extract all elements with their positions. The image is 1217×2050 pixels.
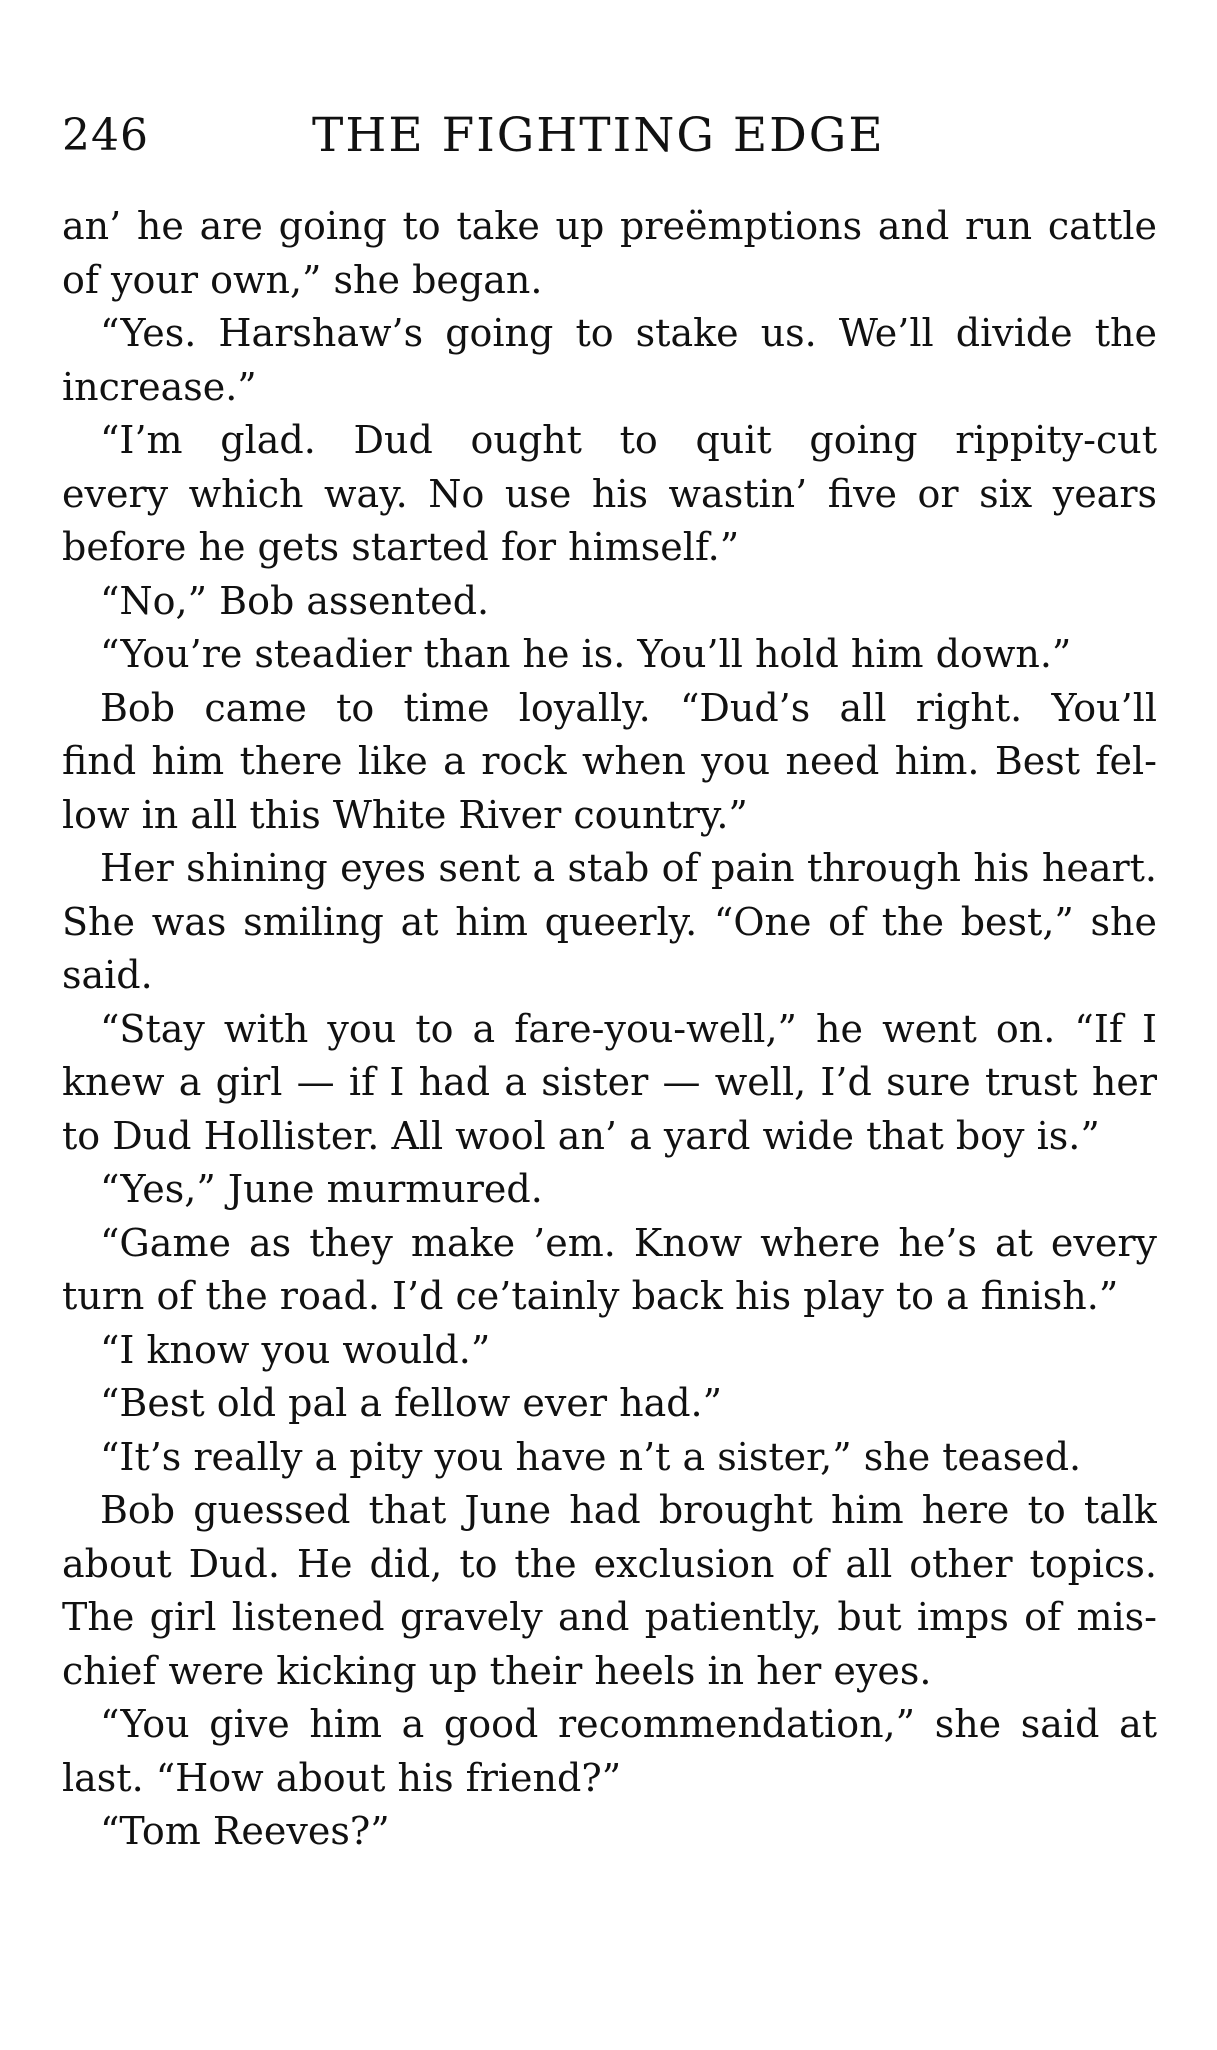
text-line: every which way. No use his wastin’ five or six years [62,471,1157,516]
page-number: 246 [62,110,149,161]
text-line: last. “How about his friend?” [62,1755,622,1800]
page-header [62,108,1162,164]
text-line: find him there like a rock when you need him. Best fel- [62,739,1157,783]
text-line: She was smiling at him queerly. “One of the best,” she [62,899,1157,944]
text-line: to Dud Hollister. All wool an’ a yard wide that boy is.” [62,1113,1100,1158]
text-line: an’ he are going to take up preëmptions and run cattle [62,204,1157,248]
text-line: before he gets started for himself.” [62,525,740,569]
running-head: THE FIGHTING EDGE [312,108,885,163]
text-line: chief were kicking up their heels in her eyes. [62,1648,932,1693]
text-line: said. [62,953,153,997]
body-text [62,200,1157,1859]
text-line: Bob guessed that June had brought him here to talk [100,1488,1157,1532]
text-line: “You’re steadier than he is. You’ll hold him down.” [100,632,1072,676]
text-line: low in all this White River country.” [62,792,748,837]
text-line: of your own,” she began. [62,257,543,302]
text-line: “I’m glad. Dud ought to quit going rippity-cut [100,418,1157,462]
text-line: The girl listened gravely and patiently, but imps of mis- [62,1595,1157,1639]
text-line: turn of the road. I’d ce’tainly back his play to a finish.” [62,1274,1119,1318]
text-line: “You give him a good recommendation,” she said at [100,1702,1157,1746]
text-line: Her shining eyes sent a stab of pain through his heart. [100,846,1157,890]
text-line: “Game as they make ’em. Know where he’s at every [100,1220,1157,1265]
text-line: “I know you would.” [100,1327,491,1372]
text-line: “No,” Bob assented. [100,578,490,623]
text-line: about Dud. He did, to the exclusion of all other topics. [62,1541,1157,1586]
text-line: “Yes,” June murmured. [100,1167,543,1211]
text-line: “Stay with you to a fare-you-well,” he went on. “If I [100,1006,1157,1051]
text-line: increase.” [62,364,257,409]
text-line: knew a girl — if I had a sister — well, I’d sure trust her [62,1060,1157,1104]
text-line: “Yes. Harshaw’s going to stake us. We’ll divide the [100,311,1157,355]
text-line: “Tom Reeves?” [100,1809,390,1853]
text-line: “Best old pal a fellow ever had.” [100,1381,723,1425]
text-line: Bob came to time loyally. “Dud’s all right. You’ll [100,685,1157,730]
text-line: “It’s really a pity you have n’t a sister,” she teased. [100,1434,1082,1479]
